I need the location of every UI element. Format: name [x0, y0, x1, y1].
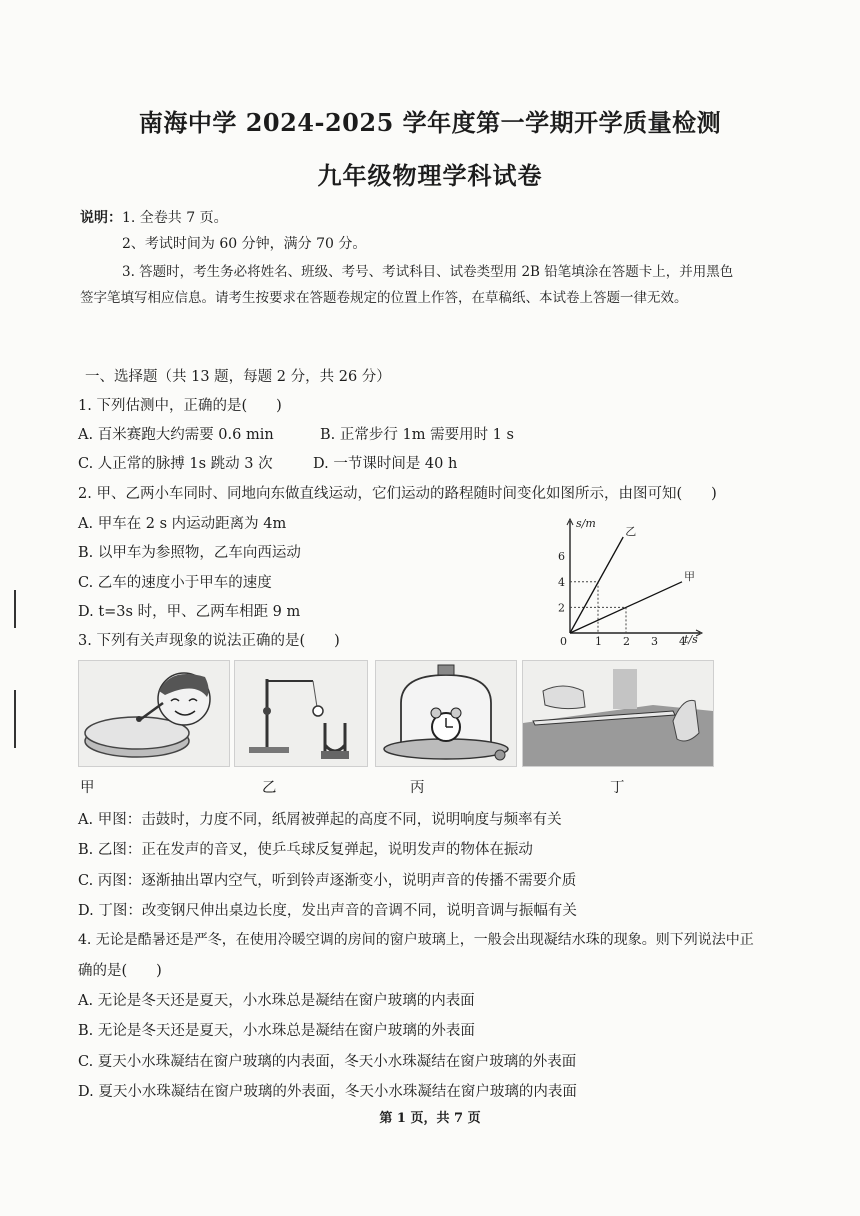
- q2-option-d: D. t=3s 时，甲、乙两车相距 9 m: [78, 604, 301, 620]
- q3-option-b: B. 乙图：正在发声的音叉，使乒乓球反复弹起，说明发声的物体在振动: [78, 842, 533, 858]
- y-axis-label: s/m: [576, 517, 596, 530]
- q2-option-a: A. 甲车在 2 s 内运动距离为 4m: [78, 516, 287, 532]
- series-label: 甲: [684, 569, 695, 583]
- drum-picture: [78, 660, 230, 767]
- q1-option-c: C. 人正常的脉搏 1s 跳动 3 次: [78, 456, 273, 472]
- q1-option-a: A. 百米赛跑大约需要 0.6 min: [78, 427, 274, 443]
- margin-mark: [14, 690, 16, 748]
- caption-ding: 丁: [610, 780, 625, 796]
- distance-time-graph: [548, 515, 708, 650]
- exam-subtitle: 九年级物理学科试卷: [317, 161, 543, 190]
- q4-option-c: C. 夏天小水珠凝结在窗户玻璃的内表面，冬天小水珠凝结在窗户玻璃的外表面: [78, 1054, 577, 1070]
- exam-title: 南海中学 2024-2025 学年度第一学期开学质量检测: [138, 108, 722, 137]
- x-tick-label: 3: [651, 635, 658, 648]
- instruction-item: 3. 答题时，考生务必将姓名、班级、考号、考试科目、试卷类型用 2B 铅笔填涂在答题卡上，并用黑色: [122, 264, 734, 280]
- y-tick-label: 4: [558, 575, 565, 589]
- section-heading: 一、选择题（共 13 题，每题 2 分，共 26 分）: [85, 369, 391, 385]
- q1-option-d: D. 一节课时间是 40 h: [313, 456, 458, 472]
- tuning-fork-picture: [234, 660, 368, 767]
- caption-bing: 丙: [410, 780, 425, 796]
- q3-option-a: A. 甲图：击鼓时，力度不同，纸屑被弹起的高度不同，说明响度与频率有关: [78, 812, 562, 828]
- page-number: 第 1 页，共 7 页: [379, 1111, 481, 1126]
- q4-option-a: A. 无论是冬天还是夏天，小水珠总是凝结在窗户玻璃的内表面: [78, 993, 475, 1009]
- x-axis-label: t/s: [684, 633, 698, 646]
- x-tick-label: 4: [679, 635, 686, 648]
- q2-option-b: B. 以甲车为参照物，乙车向西运动: [78, 545, 301, 561]
- instructions-label: 说明：: [80, 210, 122, 226]
- q4-stem-line2: 确的是( ): [78, 963, 162, 979]
- instruction-item: 1. 全卷共 7 页。: [122, 210, 228, 226]
- x-tick-label: 2: [623, 635, 630, 648]
- instruction-item: 签字笔填写相应信息。请考生按要求在答题卷规定的位置上作答，在草稿纸、本试卷上答题一律无效。: [80, 290, 688, 306]
- q4-stem-line1: 4. 无论是酷暑还是严冬，在使用冷暖空调的房间的窗户玻璃上，一般会出现凝结水珠的现象。则下列说法中正: [78, 932, 754, 948]
- series-line: [570, 537, 623, 633]
- steel-ruler-picture: [522, 660, 714, 767]
- bell-jar-picture: [375, 660, 517, 767]
- q2-option-c: C. 乙车的速度小于甲车的速度: [78, 575, 272, 591]
- y-tick-label: 2: [558, 601, 565, 615]
- margin-mark: [14, 590, 16, 628]
- x-tick-label: 0: [560, 635, 567, 648]
- caption-jia: 甲: [80, 780, 95, 796]
- q2-stem: 2. 甲、乙两小车同时、同地向东做直线运动，它们运动的路程随时间变化如图所示，由图可知( ): [78, 486, 717, 502]
- q1-option-b: B. 正常步行 1m 需要用时 1 s: [320, 427, 514, 443]
- q1-stem: 1. 下列估测中，正确的是( ): [78, 398, 282, 414]
- q4-option-b: B. 无论是冬天还是夏天，小水珠总是凝结在窗户玻璃的外表面: [78, 1023, 475, 1039]
- y-tick-label: 6: [558, 550, 565, 564]
- caption-yi: 乙: [262, 780, 277, 796]
- q3-option-d: D. 丁图：改变钢尺伸出桌边长度，发出声音的音调不同，说明音调与振幅有关: [78, 903, 577, 919]
- q3-stem: 3. 下列有关声现象的说法正确的是( ): [78, 633, 340, 649]
- q3-option-c: C. 丙图：逐渐抽出罩内空气，听到铃声逐渐变小，说明声音的传播不需要介质: [78, 873, 577, 889]
- series-label: 乙: [625, 525, 637, 538]
- x-tick-label: 1: [595, 635, 602, 648]
- instruction-item: 2、考试时间为 60 分钟，满分 70 分。: [122, 236, 367, 252]
- q4-option-d: D. 夏天小水珠凝结在窗户玻璃的外表面，冬天小水珠凝结在窗户玻璃的内表面: [78, 1084, 577, 1100]
